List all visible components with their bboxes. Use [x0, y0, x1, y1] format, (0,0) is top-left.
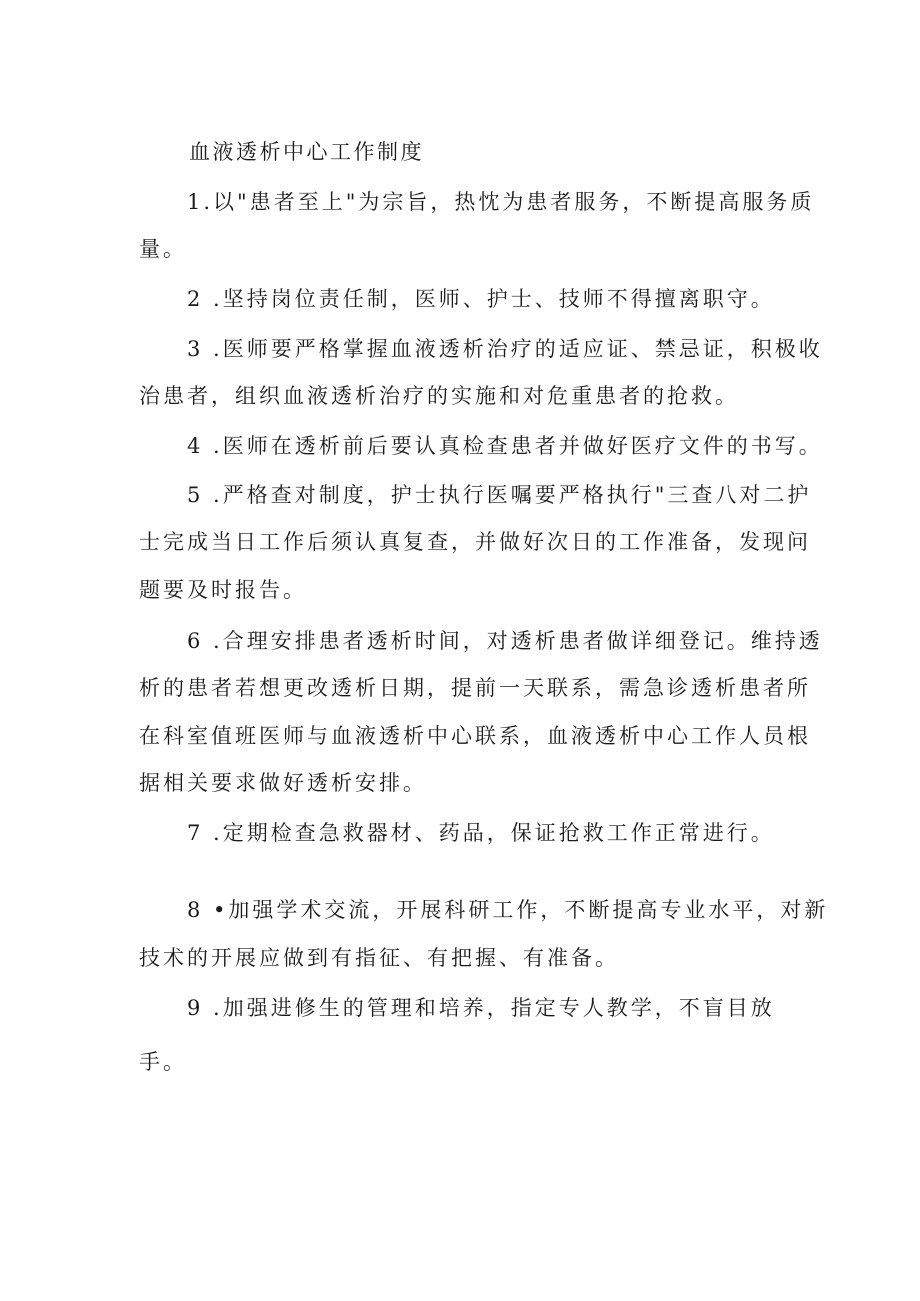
rule-line: 6 .合理安排患者透析时间，对透析患者做详细登记。维持透	[187, 629, 823, 653]
rule-line: 析的患者若想更改透析日期，提前一天联系，需急诊透析患者所	[139, 676, 811, 700]
rule-line: 技术的开展应做到有指征、有把握、有准备。	[139, 946, 619, 970]
rule-line: 3 .医师要严格掌握血液透析治疗的适应证、禁忌证，积极收	[187, 337, 823, 361]
rule-line: 题要及时报告。	[139, 578, 307, 602]
document-title: 血液透析中心工作制度	[189, 140, 424, 164]
rule-line: 手。	[139, 1050, 187, 1074]
rule-line: 7 .定期检查急救器材、药品，保证抢救工作正常进行。	[187, 821, 775, 845]
rule-line: 2 .坚持岗位责任制，医师、护士、技师不得擅离职守。	[187, 287, 775, 311]
rule-line: 据相关要求做好透析安排。	[139, 771, 427, 795]
rule-line: 1.以"患者至上"为宗旨，热忱为患者服务，不断提高服务质	[187, 190, 815, 214]
rule-line: 4 .医师在透析前后要认真检查患者并做好医疗文件的书写。	[187, 434, 823, 458]
rule-line: 在科室值班医师与血液透析中心联系，血液透析中心工作人员根	[139, 724, 811, 748]
rule-line: 9 .加强进修生的管理和培养，指定专人教学，不盲目放	[187, 996, 775, 1020]
rule-line: 治患者，组织血液透析治疗的实施和对危重患者的抢救。	[139, 384, 739, 408]
rule-line: 5 .严格查对制度，护士执行医嘱要严格执行"三查八对二护	[187, 483, 812, 507]
rule-line: 量。	[139, 237, 187, 261]
rule-line: 士完成当日工作后须认真复查，并做好次日的工作准备，发现问	[139, 530, 811, 554]
rule-line: 8 •加强学术交流，开展科研工作，不断提高专业水平，对新	[187, 898, 829, 922]
